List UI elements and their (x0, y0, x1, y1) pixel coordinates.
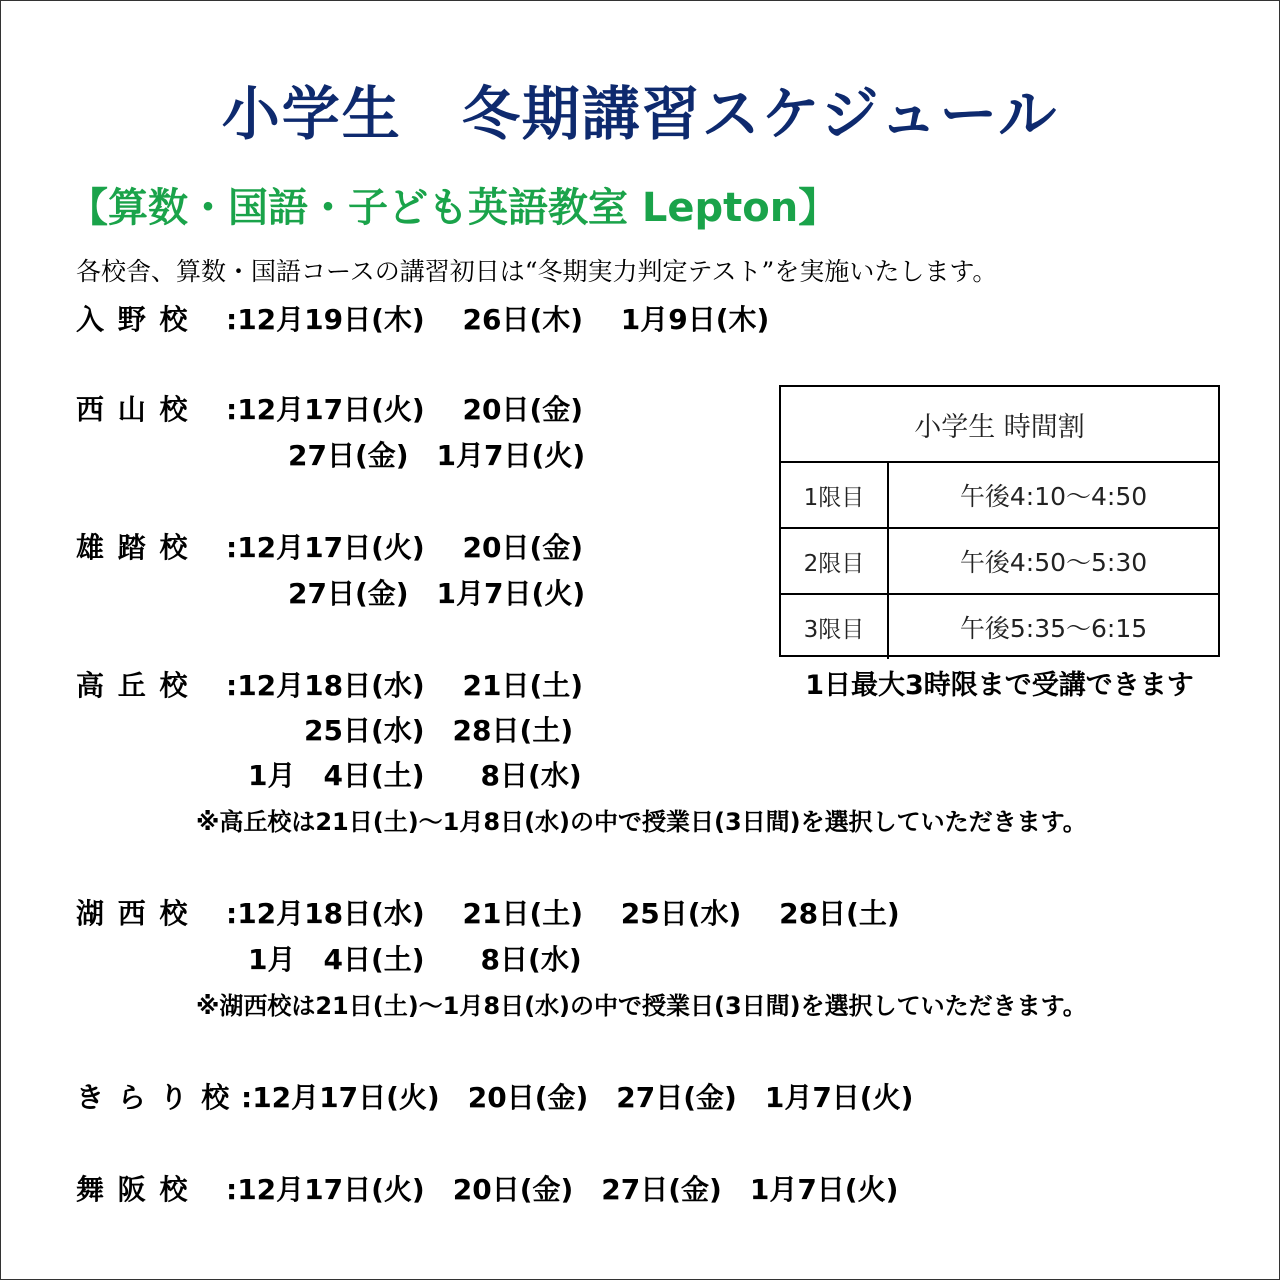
schedule-takaoka-line2: 25日(水) 28日(土) (304, 714, 574, 747)
school-name: 雄 踏 校 (76, 531, 190, 564)
schedule-maisaka (76, 1170, 898, 1210)
timetable-row (781, 529, 1218, 595)
school-name: 西 山 校 (76, 393, 190, 426)
separator: : (226, 393, 238, 426)
school-name: き ら り 校 (76, 1081, 232, 1114)
schedule-iruno (76, 300, 769, 340)
separator: : (226, 1173, 238, 1206)
schedule-dates: 12月17日(火) 20日(金) (237, 531, 584, 564)
period-label: 1限目 (781, 463, 889, 527)
schedule-takaoka (76, 666, 583, 706)
schedule-dates: 12月17日(火) 20日(金) 27日(金) 1月7日(火) (237, 1173, 899, 1206)
test-notice: 各校舎、算数・国語コースの講習初日は“冬期実力判定テスト”を実施いたします。 (76, 257, 998, 286)
period-label: 2限目 (781, 529, 889, 593)
separator: : (226, 669, 238, 702)
timetable-row (781, 463, 1218, 529)
school-name: 舞 阪 校 (76, 1173, 190, 1206)
schedule-dates: 12月17日(火) 20日(金) (237, 393, 584, 426)
schedule-oto-line2: 27日(金) 1月7日(火) (288, 577, 586, 610)
timetable-row (781, 595, 1218, 659)
schedule-dates: 12月18日(水) 21日(土) (237, 669, 584, 702)
period-label: 3限目 (781, 595, 889, 659)
schedule-takaoka-line3: 1月 4日(土) 8日(水) (248, 759, 582, 792)
school-name: 湖 西 校 (76, 897, 190, 930)
course-subtitle: 【算数・国語・子ども英語教室 Lepton】 (68, 185, 839, 231)
period-time: 午後4:50～5:30 (959, 548, 1148, 577)
school-name: 高 丘 校 (76, 669, 190, 702)
schedule-nishiyama-line2: 27日(金) 1月7日(火) (288, 439, 586, 472)
timetable (779, 385, 1220, 657)
takaoka-remark: ※高丘校は21日(土)～1月8日(水)の中で授業日(3日間)を選択していただきます。 (196, 808, 1087, 836)
period-time: 午後4:10～4:50 (959, 482, 1148, 511)
schedule-kosai (76, 894, 900, 934)
period-time: 午後5:35～6:15 (959, 614, 1148, 643)
timetable-caption: 1日最大3時限まで受講できます (805, 670, 1194, 701)
schedule-kosai-line2: 1月 4日(土) 8日(水) (248, 943, 582, 976)
separator: : (241, 1081, 253, 1114)
timetable-heading: 小学生 時間割 (781, 387, 1218, 463)
separator: : (226, 897, 238, 930)
schedule-dates: 12月17日(火) 20日(金) 27日(金) 1月7日(火) (252, 1081, 914, 1114)
kosai-remark: ※湖西校は21日(土)～1月8日(水)の中で授業日(3日間)を選択していただきます。 (196, 992, 1087, 1020)
schedule-dates: 12月18日(水) 21日(土) 25日(水) 28日(土) (237, 897, 900, 930)
separator: : (226, 531, 238, 564)
page-title: 小学生 冬期講習スケジュール (221, 80, 1059, 148)
school-name: 入 野 校 (76, 303, 190, 336)
separator: : (226, 303, 238, 336)
schedule-nishiyama (76, 390, 583, 430)
schedule-oto (76, 528, 583, 568)
schedule-dates: 12月19日(木) 26日(木) 1月9日(木) (237, 303, 770, 336)
schedule-kirari (76, 1078, 913, 1118)
